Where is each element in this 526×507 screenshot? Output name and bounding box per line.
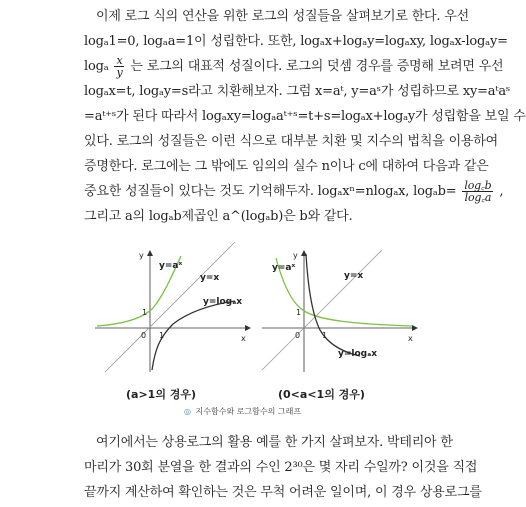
fraction-numerator: log꜀b xyxy=(464,179,492,192)
x-axis-label: x xyxy=(408,334,413,343)
origin-label: 0 xyxy=(295,331,301,340)
body-paragraph-1 xyxy=(84,4,526,229)
log-curve-label: y=logₐx xyxy=(203,297,243,307)
graph-right-caption: (0<a<1의 경우) xyxy=(278,388,365,401)
fraction-denominator: y xyxy=(116,66,123,79)
x-tick-one: 1 xyxy=(322,331,328,340)
text-run: 중요한 성질들이 있다는 것도 기억해두자. logₐxⁿ=nlogₐx, logₐb= xyxy=(84,184,457,199)
fraction-denominator: log꜀a xyxy=(464,191,492,204)
identity-line-label: y=x xyxy=(344,271,364,281)
graph-left-caption: (a>1의 경우) xyxy=(126,388,197,401)
logarithm-curve xyxy=(152,301,235,370)
text-line: logₐx=t, logₐy=s라고 치환해보자. 그럼 x=aᵗ, y=aˢ가 성립하므로 xy=aᵗaˢ xyxy=(84,84,511,99)
log-prefix: logₐ xyxy=(84,59,109,74)
y-axis-label: y xyxy=(139,251,144,260)
text-run: 는 로그의 대표적 성질이다. 로그의 덧셈 경우를 증명해 보려면 우선 xyxy=(130,59,504,74)
x-axis-arrow xyxy=(245,325,251,331)
fraction-change-of-base xyxy=(462,180,493,203)
text-line xyxy=(84,179,504,204)
identity-line-label: y=x xyxy=(200,273,220,283)
x-axis-label: x xyxy=(241,334,246,343)
x-tick-one: 1 xyxy=(159,331,165,340)
figure-caption-text: 지수함수와 로그함수의 그래프 xyxy=(195,407,302,416)
y-axis-label: y xyxy=(293,251,298,260)
text-line: 그리고 a의 logₐb제곱인 a^(logₐb)은 b와 같다. xyxy=(84,209,353,224)
origin-label: 0 xyxy=(141,331,147,340)
log-curve-label: y=logₐx xyxy=(338,349,378,359)
text-line: logₐ1=0, logₐa=1이 성립한다. 또한, logₐx+logₐy=logₐxy, logₐx-logₐy= xyxy=(84,34,508,49)
exp-curve-label: y=aˣ xyxy=(272,263,296,273)
text-line xyxy=(84,54,504,79)
text-run: , xyxy=(499,184,504,199)
text-line: =aᵗ⁺ˢ가 된다 따라서 logₐxy=logₐaᵗ⁺ˢ=t+s=logₐx+logₐy가 성립함을 보일 수 xyxy=(84,109,526,124)
y-axis-arrow xyxy=(147,250,153,256)
fraction-x-over-y xyxy=(114,55,124,78)
y-tick-one: 1 xyxy=(142,308,148,317)
text-line: 끝까지 계산하여 확인하는 것은 무척 어려운 일이며, 이 경우 상용로그를 xyxy=(84,485,482,500)
y-tick-one: 1 xyxy=(296,308,302,317)
text-line: 있다. 로그의 성질들은 이런 식으로 대부분 치환 및 지수의 법칙을 이용하여 xyxy=(84,134,498,149)
text-line: 여기에서는 상용로그의 활용 예를 한 가지 살펴보자. 박테리아 한 xyxy=(96,435,453,450)
exp-curve-label: y=aˣ xyxy=(159,261,183,271)
x-axis-arrow xyxy=(412,325,418,331)
graph-a-greater-than-1 xyxy=(95,248,255,372)
caption-bullet-icon: ◎ xyxy=(184,407,191,416)
text-line: 증명한다. 로그에는 그 밖에도 임의의 실수 n이나 c에 대하여 다음과 같은 xyxy=(84,159,489,174)
fraction-numerator: x xyxy=(116,54,123,67)
body-paragraph-2 xyxy=(84,430,482,505)
graph-a-between-0-and-1 xyxy=(262,248,422,372)
text-line: 마리가 30회 분열을 한 결과의 수인 2³⁰은 몇 자리 수일까? 이것을 직접 xyxy=(84,460,478,475)
figure-caption xyxy=(184,406,301,417)
text-line: 이제 로그 식의 연산을 위한 로그의 성질들을 살펴보기로 한다. 우선 xyxy=(96,9,469,24)
logarithm-curve xyxy=(306,254,360,356)
